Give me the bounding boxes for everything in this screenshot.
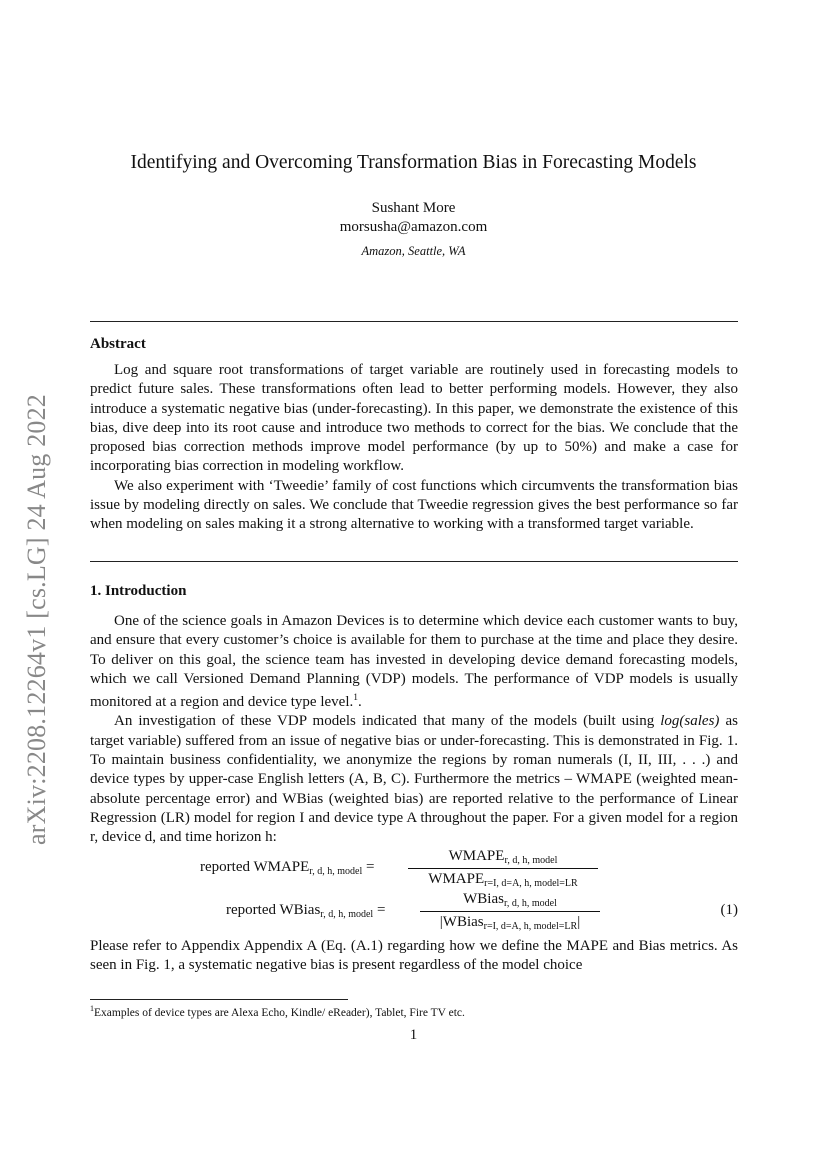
abstract-paragraph-1: Log and square root transformations of target variable are routinely used in forecasting models to predict future sales. These transformations often lead to better performing models. However, they also introduce a systematic negative bias (under-forecasting). In this paper, we demonstrate the existence of this bias, dive deep into its root cause and introduce two methods to correct for the bias. We conclude that the proposed bias correction methods improve model performance (by up to 50%) and make a case for incorporating bias correction in modeling workflow. — [90, 362, 738, 475]
abstract-body — [90, 361, 738, 535]
intro-paragraph-1 — [90, 612, 738, 712]
paper-title: Identifying and Overcoming Transformation Bias in Forecasting Models — [130, 152, 697, 173]
arxiv-stamp: arXiv:2208.12264v1 [cs.LG] 24 Aug 2022 — [22, 394, 51, 845]
intro-p1-end: . — [357, 694, 362, 711]
equation-lhs-wbias: reported WBias$_{r, d, h, model}$ = — [226, 902, 386, 920]
abstract-bottom-rule — [90, 561, 738, 562]
intro-paragraph-3: Please refer to Appendix Appendix A (Eq. (A.1) regarding how we define the MAPE and Bias metrics. As seen in Fig. 1, a systematic negative bias is present regardless of the model choice — [90, 938, 738, 974]
abstract-top-rule — [90, 321, 738, 322]
page-number: 1 — [409, 1027, 418, 1043]
intro-paragraph-2 — [90, 712, 738, 847]
footnote-1 — [90, 1004, 738, 1019]
intro-p1-text: One of the science goals in Amazon Devices is to determine which device each customer wants to buy, and ensure that every customer’s choice is available for them to purchase at the time and place they desire. To deliver on this goal, the science team has invested in developing device demand forecasting models, which we call Versioned Demand Planning (VDP) models. The performance of VDP models is usually monitored at a region and device type level. — [90, 613, 738, 711]
intro-p2-rest: as target variable) suffered from an issue of negative bias or under-forecasting. This is demonstrated in Fig. 1. To maintain business confidentiality, we anonymize the regions by roman numerals (I, II, III, . . .) and device types by upper-case English letters (A, B, C). Furthermore the metrics – WMAPE (weighted mean-absolute percentage error) and WBias (weighted bias) are reported relative to the performance of Linear Regression (LR) model for region I and device type A throughout the paper. For a given model for a region r, device d, and time horizon h: — [90, 713, 738, 846]
equation-row-wmape — [90, 848, 738, 888]
equation-number: (1) — [720, 902, 738, 918]
equation-fraction-wmape: $WMAPE_{r, d, h, model}$ $WMAPE_{r=I, d=A, h, model=LR}$ — [408, 848, 598, 889]
log-sales-math: log(sales) — [660, 713, 720, 730]
equation-lhs-wmape: reported $WMAPE_{r, d, h, model}$ = — [200, 859, 375, 877]
author-affiliation: Amazon, Seattle, WA — [361, 244, 466, 258]
introduction-continued — [90, 937, 738, 976]
footnote-text: Examples of device types are Alexa Echo, Kindle/ eReader), Tablet, Fire TV etc. — [94, 1006, 465, 1019]
author-email: morsusha@amazon.com — [339, 219, 488, 235]
abstract-heading: Abstract — [90, 336, 146, 352]
introduction-body — [90, 612, 738, 848]
footnote-ref-1: 1 — [353, 693, 358, 704]
author-name: Sushant More — [371, 200, 456, 216]
abstract-paragraph-2: We also experiment with ‘Tweedie’ family of cost functions which circumvents the transformation bias issue by modeling directly on sales. We conclude that Tweedie regression gives the best performance so far when modeling on sales making it a strong alternative to working with a transformed target variable. — [90, 477, 738, 533]
section-heading-introduction: 1. Introduction — [90, 583, 187, 599]
intro-p2-start: An investigation of these VDP models indicated that many of the models (built using — [114, 713, 661, 730]
footnote-mark: 1 — [90, 1004, 94, 1013]
equation-fraction-wbias: WBias$_{r, d, h, model}$ |WBias$_{r=I, d=A, h, model=LR}$| — [420, 891, 600, 932]
equation-row-wbias — [90, 891, 738, 931]
footnote-rule — [90, 999, 348, 1000]
